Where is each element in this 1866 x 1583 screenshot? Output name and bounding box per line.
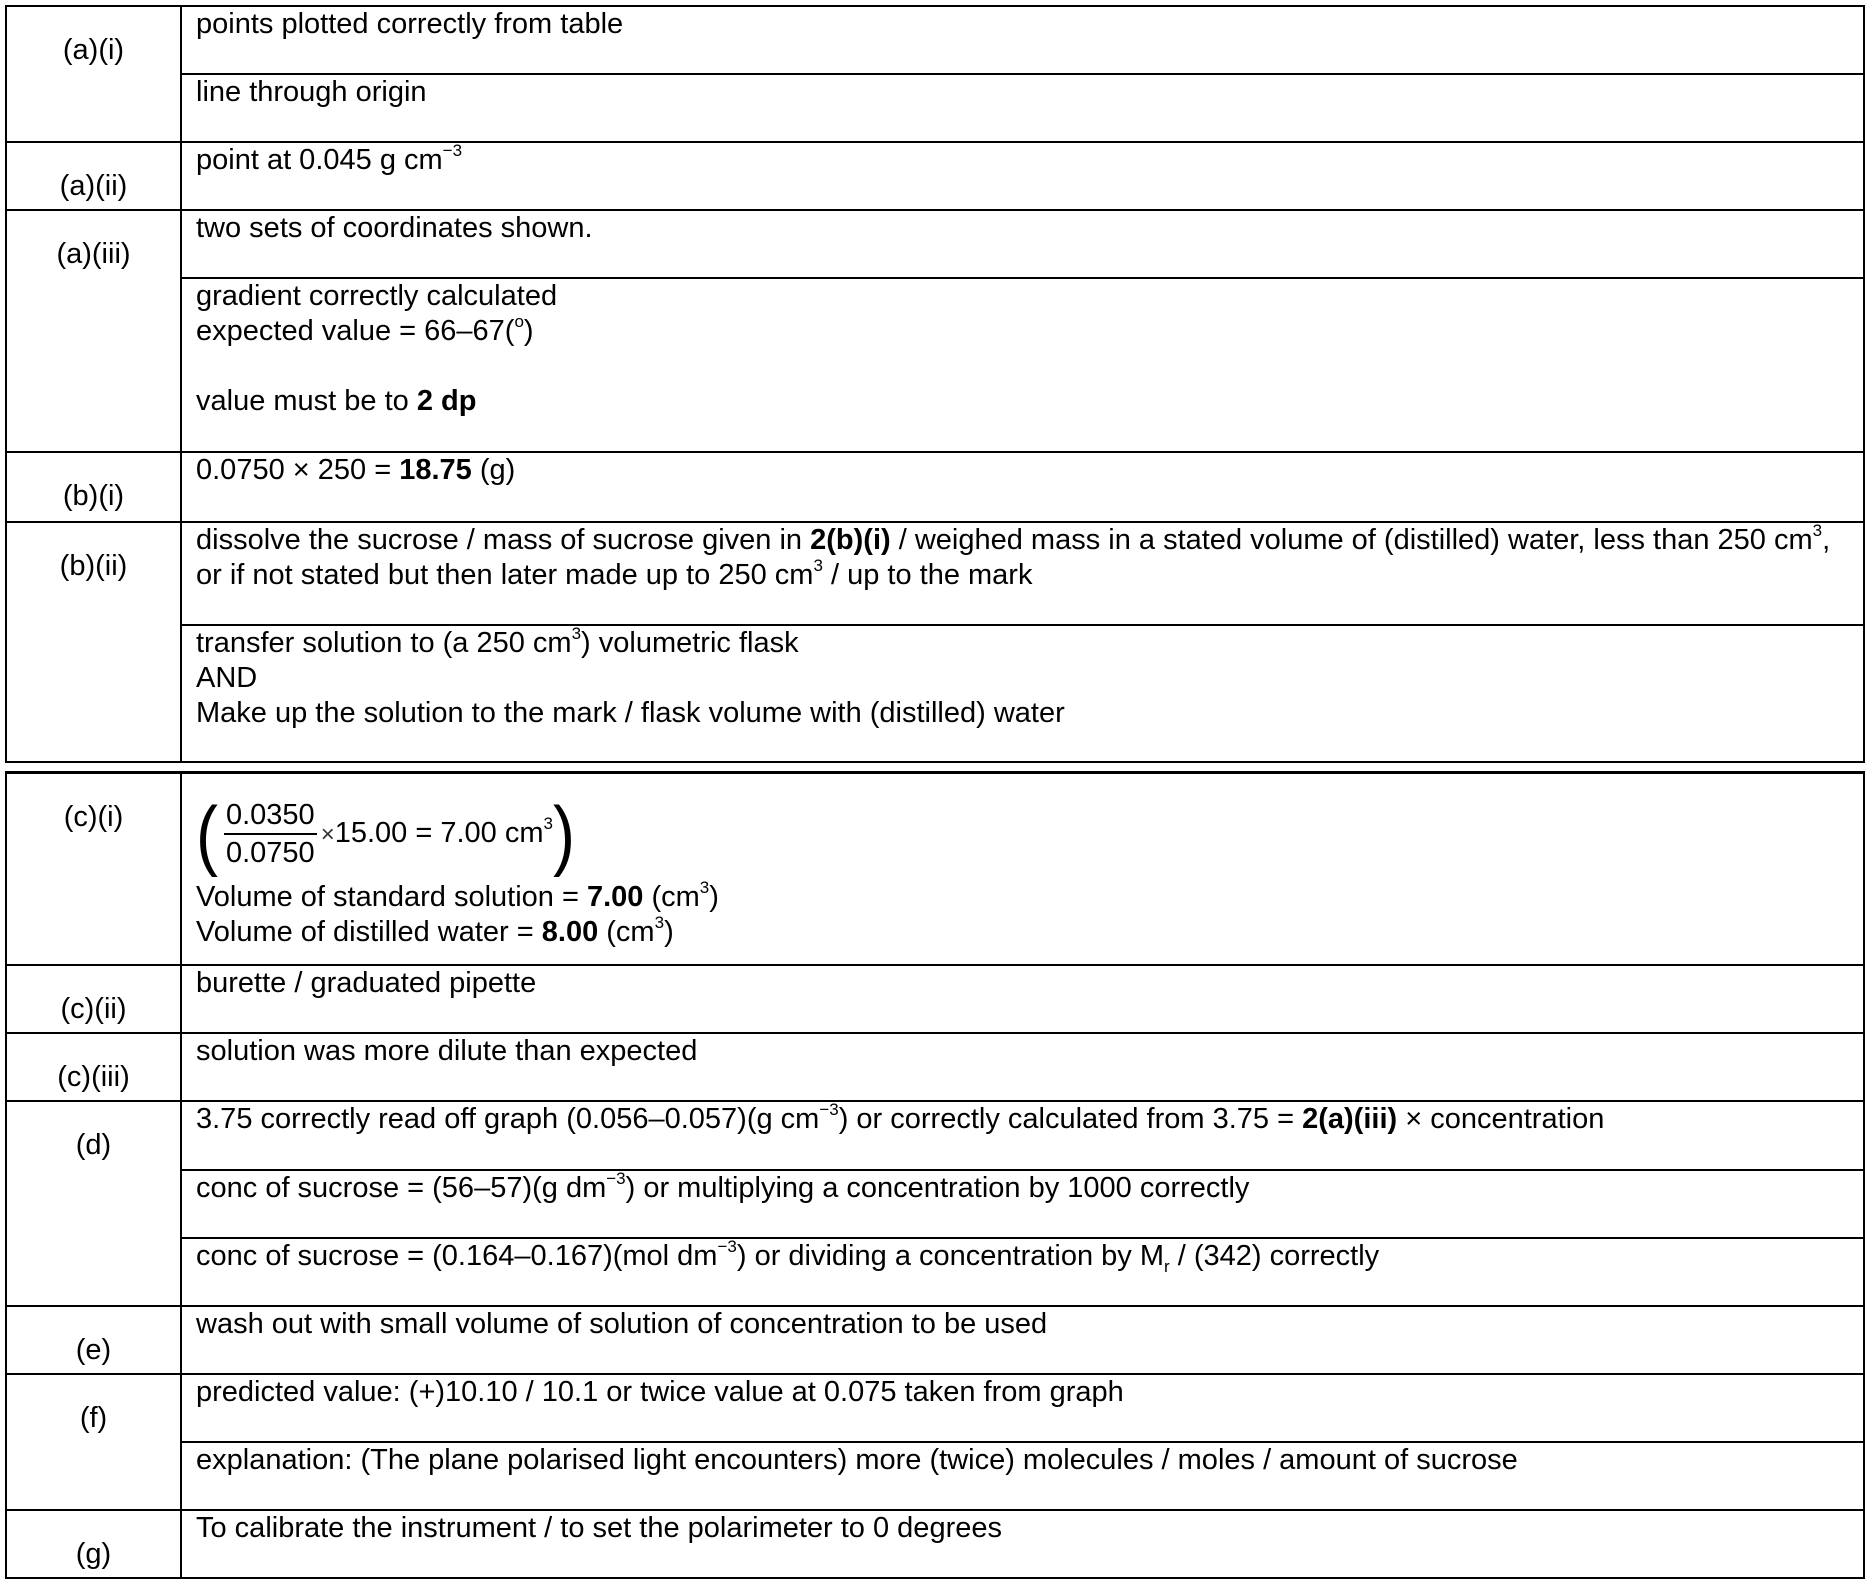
answer-cell <box>181 1238 1864 1306</box>
expression <box>321 815 553 853</box>
superscript: 3 <box>654 913 665 933</box>
answer-cell <box>181 278 1864 452</box>
table-row <box>6 1170 1864 1238</box>
fraction <box>224 797 317 871</box>
text-span: (g) <box>471 454 516 486</box>
answer-text: To calibrate the instrument / to set the polarimeter to 0 degrees <box>196 1511 1002 1544</box>
text-span: ) or dividing a concentration by M <box>736 1239 1165 1272</box>
answer-text <box>196 915 1851 950</box>
table-row <box>6 1442 1864 1510</box>
text-span: ) <box>523 315 534 347</box>
table-row <box>6 1374 1864 1442</box>
answer-text: burette / graduated pipette <box>196 966 537 999</box>
spacer <box>196 349 1851 384</box>
table-row <box>6 1238 1864 1306</box>
table-row <box>6 210 1864 278</box>
text-span: × concentration <box>1397 1102 1605 1135</box>
answer-text <box>196 314 1851 349</box>
fraction-expression <box>196 792 1851 876</box>
superscript: 3 <box>699 878 710 898</box>
answer-text: gradient correctly calculated <box>196 280 558 312</box>
answer-text <box>196 384 1851 419</box>
question-number: (a)(i) <box>6 6 181 142</box>
table-row <box>6 522 1864 625</box>
question-number: (d) <box>6 1101 181 1306</box>
answer-text: AND <box>196 662 258 694</box>
answer-cell <box>181 965 1864 1033</box>
text-span: Volume of distilled water = <box>196 916 542 948</box>
text-span: 0.0750 × 250 = <box>196 454 400 486</box>
bold-text: 7.00 <box>586 881 644 913</box>
answer-text: Make up the solution to the mark / flask volume with (distilled) water <box>196 697 1065 729</box>
text-span: / up to the mark <box>822 559 1033 591</box>
superscript: 3 <box>543 814 553 834</box>
text-span: dissolve the sucrose / mass of sucrose given in <box>196 524 811 556</box>
table-row <box>6 452 1864 522</box>
times-sign: × <box>320 821 335 848</box>
bold-text: 8.00 <box>541 916 599 948</box>
answer-cell <box>181 1033 1864 1101</box>
answer-cell <box>181 210 1864 278</box>
answer-cell <box>181 6 1864 74</box>
answer-cell <box>181 1170 1864 1238</box>
text-span: / weighed mass in a stated volume of (distilled) water, less than 250 cm <box>890 524 1813 556</box>
superscript: −3 <box>717 1236 737 1256</box>
denominator: 0.0750 <box>225 837 315 869</box>
table-row <box>6 278 1864 452</box>
text-span: ) or correctly calculated from 3.75 = <box>838 1102 1303 1135</box>
answer-cell <box>181 1306 1864 1374</box>
question-number: (a)(iii) <box>6 210 181 452</box>
answer-text: line through origin <box>196 76 427 108</box>
question-number: (c)(ii) <box>6 965 181 1033</box>
right-bracket: ) <box>552 790 575 878</box>
text-span: (cm <box>598 916 655 948</box>
answer-text: wash out with small volume of solution of concentration to be used <box>196 1307 1048 1340</box>
question-number: (b)(ii) <box>6 522 181 762</box>
text-span: ) <box>709 881 719 913</box>
table-row <box>6 1033 1864 1101</box>
text-span: transfer solution to (a 250 cm <box>196 627 572 659</box>
superscript: −3 <box>606 1168 626 1188</box>
table-row <box>6 1101 1864 1170</box>
table-row <box>6 142 1864 210</box>
superscript: 3 <box>813 556 823 576</box>
answer-text: point at 0.045 g cm <box>196 144 443 176</box>
text-span: (cm <box>643 881 700 913</box>
text-span: expected value = 66–67( <box>196 315 515 347</box>
table-row <box>6 965 1864 1033</box>
answer-cell <box>181 1374 1864 1442</box>
question-number: (a)(ii) <box>6 142 181 210</box>
bold-text: 18.75 <box>399 454 472 486</box>
answer-cell <box>181 522 1864 625</box>
bold-text: 2(a)(iii) <box>1302 1102 1398 1135</box>
answer-text <box>196 880 1851 915</box>
answer-text: two sets of coordinates shown. <box>196 212 593 244</box>
question-number: (f) <box>6 1374 181 1510</box>
answer-cell <box>181 452 1864 522</box>
superscript: −3 <box>442 141 463 161</box>
text-span: , or if not stated but then later made up to 250 cm <box>196 524 1831 591</box>
answer-text: solution was more dilute than expected <box>196 1034 698 1067</box>
text-span: 3.75 correctly read off graph (0.056–0.057)(g cm <box>196 1102 820 1135</box>
mark-scheme-table-part1 <box>5 5 1865 763</box>
answer-cell <box>181 142 1864 210</box>
answer-text: points plotted correctly from table <box>196 8 624 40</box>
superscript: 3 <box>1812 521 1823 541</box>
table-row <box>6 74 1864 142</box>
table-row <box>6 6 1864 74</box>
table-row <box>6 625 1864 762</box>
question-number: (c)(i) <box>6 773 181 965</box>
question-number: (e) <box>6 1306 181 1374</box>
text-span: conc of sucrose = (56–57)(g dm <box>196 1171 607 1204</box>
answer-text: explanation: (The plane polarised light encounters) more (twice) molecules / moles / amount of sucrose <box>196 1443 1518 1476</box>
table-row <box>6 1510 1864 1578</box>
superscript: 3 <box>571 624 582 644</box>
text-span: ) or multiplying a concentration by 1000 correctly <box>625 1171 1250 1204</box>
answer-cell <box>181 625 1864 762</box>
text-span: / (342) correctly <box>1169 1239 1380 1272</box>
bold-text: 2 dp <box>416 385 477 417</box>
text-span: Volume of standard solution = <box>196 881 587 913</box>
numerator: 0.0350 <box>224 797 317 835</box>
text-span: 15.00 = 7.00 cm <box>334 817 544 849</box>
table-row <box>6 773 1864 965</box>
bold-text: 2(b)(i) <box>810 524 891 556</box>
question-number: (b)(i) <box>6 452 181 522</box>
answer-cell <box>181 1442 1864 1510</box>
answer-text: predicted value: (+)10.10 / 10.1 or twice value at 0.075 taken from graph <box>196 1375 1124 1408</box>
question-number: (g) <box>6 1510 181 1578</box>
mark-scheme-table-part2 <box>5 771 1865 1579</box>
table-row <box>6 1306 1864 1374</box>
answer-cell <box>181 1101 1864 1170</box>
superscript: −3 <box>819 1099 839 1119</box>
text-span: conc of sucrose = (0.164–0.167)(mol dm <box>196 1239 718 1272</box>
subscript: r <box>1164 1256 1170 1276</box>
answer-cell <box>181 773 1864 965</box>
answer-text <box>196 626 1851 661</box>
answer-cell <box>181 1510 1864 1578</box>
text-span: value must be to <box>196 385 417 417</box>
question-number: (c)(iii) <box>6 1033 181 1101</box>
text-span: ) volumetric flask <box>581 627 799 659</box>
left-bracket: ( <box>196 790 218 878</box>
answer-cell <box>181 74 1864 142</box>
text-span: ) <box>664 916 674 948</box>
superscript: o <box>514 312 524 332</box>
